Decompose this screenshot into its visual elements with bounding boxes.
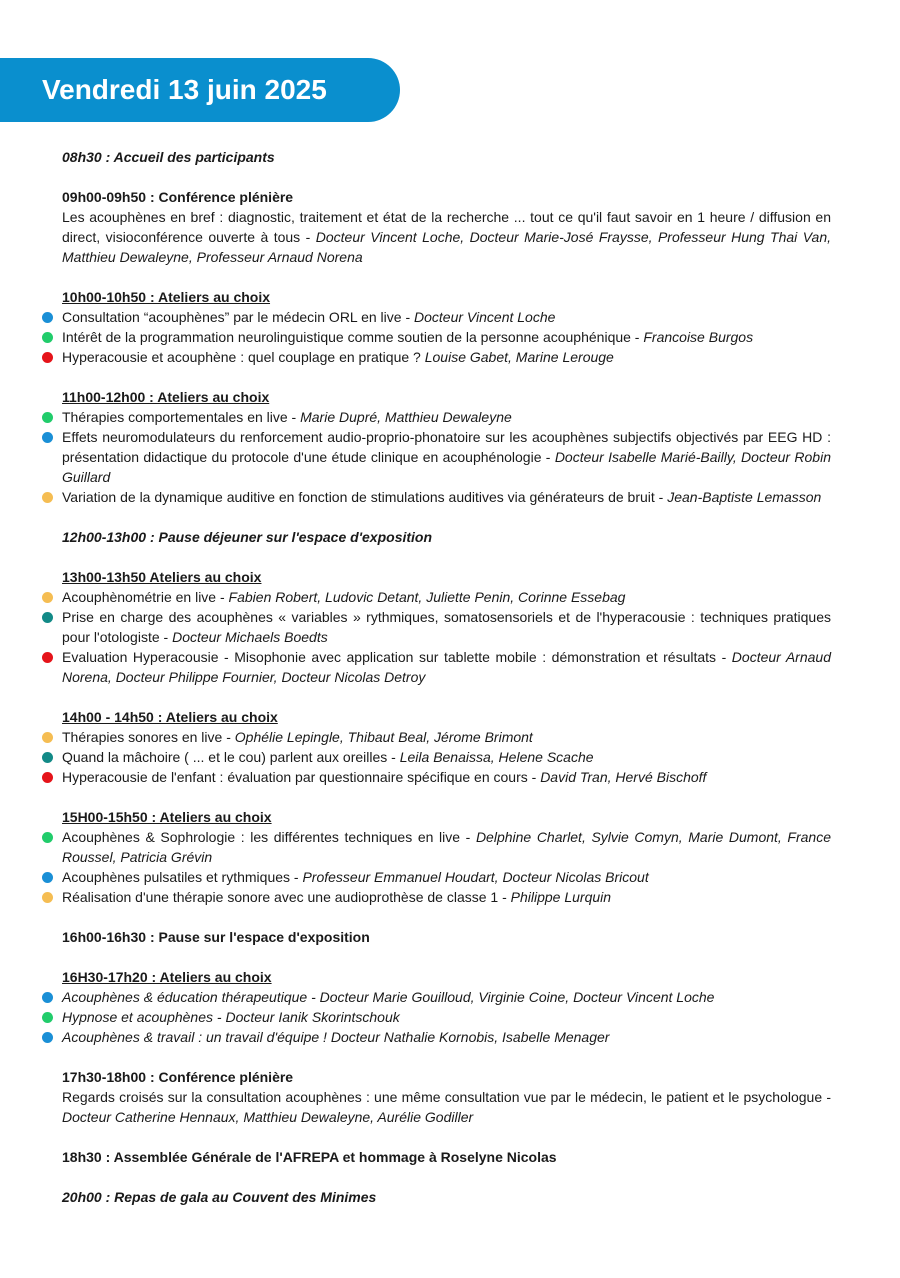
workshop-title: Thérapies comportementales en live - [62, 409, 301, 425]
schedule-section [62, 967, 831, 1047]
workshop-speakers: Leila Benaissa, Helene Scache [399, 749, 594, 765]
color-dot-red-icon [42, 772, 53, 783]
color-dot-green-icon [42, 412, 53, 423]
workshop-item [62, 587, 831, 607]
session-description-text: Les acouphènes en bref : diagnostic, traitement et état de la recherche ... tout ce qu'il faut savoir en 1 heure / diffusion en direct, visioconférence ouverte à tous - [62, 209, 831, 245]
color-dot-blue-icon [42, 992, 53, 1003]
workshop-title: Acouphènes pulsatiles et rythmiques - [62, 869, 303, 885]
program-schedule [62, 147, 831, 1207]
workshop-speakers: Jean-Baptiste Lemasson [667, 489, 822, 505]
workshop-item [62, 827, 831, 867]
schedule-section [62, 1067, 831, 1127]
workshop-speakers: Docteur Nathalie Kornobis, Isabelle Menager [330, 1029, 610, 1045]
color-dot-blue-icon [42, 1032, 53, 1043]
schedule-section [62, 187, 831, 267]
workshop-title: Acouphènes & travail : un travail d'équipe ! [62, 1029, 331, 1045]
date-banner [0, 58, 400, 122]
color-dot-yellow-icon [42, 492, 53, 503]
workshop-item [62, 607, 831, 647]
workshop-title: Prise en charge des acouphènes « variables » rythmiques, somatosensoriels et de l'hyperacousie : techniques pratiques pour l'otologiste - [62, 609, 831, 645]
workshop-speakers: Louise Gabet, Marine Lerouge [424, 349, 614, 365]
session-description [62, 1087, 831, 1127]
workshop-item [62, 407, 831, 427]
schedule-section [62, 527, 831, 547]
workshop-speakers: Fabien Robert, Ludovic Detant, Juliette Penin, Corinne Essebag [228, 589, 626, 605]
color-dot-red-icon [42, 352, 53, 363]
workshop-speakers: Docteur Arnaud Norena, Docteur Philippe Fournier, Docteur Nicolas Detroy [62, 649, 831, 685]
workshop-item [62, 767, 831, 787]
workshop-title: Hypnose et acouphènes - [62, 1009, 226, 1025]
workshop-title: Quand la mâchoire ( ... et le cou) parlent aux oreilles - [62, 749, 400, 765]
workshop-item [62, 867, 831, 887]
color-dot-blue-icon [42, 312, 53, 323]
session-time-heading: 18h30 : Assemblée Générale de l'AFREPA et hommage à Roselyne Nicolas [62, 1149, 557, 1165]
schedule-section [62, 1147, 831, 1167]
workshop-title: Hyperacousie de l'enfant : évaluation par questionnaire spécifique en cours - [62, 769, 541, 785]
workshop-speakers: Francoise Burgos [643, 329, 754, 345]
session-time-heading: 16h00-16h30 : Pause sur l'espace d'exposition [62, 929, 370, 945]
session-time-heading: 09h00-09h50 : Conférence plénière [62, 189, 294, 205]
color-dot-yellow-icon [42, 892, 53, 903]
workshop-title: Acouphènométrie en live - [62, 589, 229, 605]
schedule-section [62, 707, 831, 787]
session-time-heading: 13h00-13h50 Ateliers au choix [62, 569, 262, 585]
workshop-speakers: Docteur Marie Gouilloud, Virginie Coine, Docteur Vincent Loche [319, 989, 715, 1005]
workshop-title: Consultation “acouphènes” par le médecin ORL en live - [62, 309, 415, 325]
workshop-item [62, 1007, 831, 1027]
workshop-title: Variation de la dynamique auditive en fonction de stimulations auditives via générateurs de bruit - [62, 489, 668, 505]
workshop-speakers: Delphine Charlet, Sylvie Comyn, Marie Dumont, France Roussel, Patricia Grévin [62, 829, 831, 865]
session-time-heading: 08h30 : Accueil des participants [62, 149, 275, 165]
session-time-heading: 20h00 : Repas de gala au Couvent des Minimes [62, 1189, 377, 1205]
session-time-heading: 17h30-18h00 : Conférence plénière [62, 1069, 294, 1085]
workshop-speakers: Marie Dupré, Matthieu Dewaleyne [300, 409, 512, 425]
session-speakers: Docteur Vincent Loche, Docteur Marie-José Fraysse, Professeur Hung Thai Van, Matthieu Dewaleyne, Professeur Arnaud Norena [62, 229, 832, 265]
schedule-section [62, 387, 831, 507]
session-speakers: Docteur Catherine Hennaux, Matthieu Dewaleyne, Aurélie Godiller [62, 1109, 474, 1125]
workshop-title: Effets neuromodulateurs du renforcement audio-proprio-phonatoire sur les acouphènes subjectifs objectivés par EEG HD : présentation didactique du protocole d'une étude clinique en acouphénologie - [62, 429, 831, 465]
workshop-item [62, 487, 831, 507]
session-time-heading: 12h00-13h00 : Pause déjeuner sur l'espace d'exposition [62, 529, 433, 545]
workshop-item [62, 887, 831, 907]
workshop-item [62, 727, 831, 747]
workshop-title: Acouphènes & éducation thérapeutique - [62, 989, 320, 1005]
workshop-title: Evaluation Hyperacousie - Misophonie avec application sur tablette mobile : démonstration et résultats - [62, 649, 732, 665]
page-title: Vendredi 13 juin 2025 [42, 74, 327, 105]
workshop-item [62, 347, 831, 367]
session-time-heading: 14h00 - 14h50 : Ateliers au choix [62, 709, 278, 725]
schedule-section [62, 287, 831, 367]
workshop-item [62, 747, 831, 767]
color-dot-blue-icon [42, 872, 53, 883]
session-time-heading: 11h00-12h00 : Ateliers au choix [62, 389, 270, 405]
workshop-item [62, 647, 831, 687]
schedule-section [62, 147, 831, 167]
color-dot-green-icon [42, 332, 53, 343]
workshop-item [62, 987, 831, 1007]
color-dot-green-icon [42, 1012, 53, 1023]
workshop-item [62, 307, 831, 327]
workshop-title: Thérapies sonores en live - [62, 729, 235, 745]
workshop-speakers: Docteur Michaels Boedts [172, 629, 328, 645]
color-dot-teal-icon [42, 612, 53, 623]
schedule-section [62, 807, 831, 907]
workshop-speakers: Philippe Lurquin [510, 889, 612, 905]
color-dot-yellow-icon [42, 592, 53, 603]
color-dot-blue-icon [42, 432, 53, 443]
workshop-speakers: Professeur Emmanuel Houdart, Docteur Nicolas Bricout [302, 869, 649, 885]
color-dot-yellow-icon [42, 732, 53, 743]
workshop-speakers: Ophélie Lepingle, Thibaut Beal, Jérome Brimont [234, 729, 533, 745]
session-time-heading: 16H30-17h20 : Ateliers au choix [62, 969, 272, 985]
workshop-speakers: David Tran, Hervé Bischoff [540, 769, 707, 785]
workshop-title: Intérêt de la programmation neurolinguistique comme soutien de la personne acouphénique - [62, 329, 644, 345]
session-time-heading: 15H00-15h50 : Ateliers au choix [62, 809, 272, 825]
workshop-item [62, 427, 831, 487]
schedule-section [62, 567, 831, 687]
workshop-item [62, 327, 831, 347]
workshop-title: Réalisation d'une thérapie sonore avec une audioprothèse de classe 1 - [62, 889, 511, 905]
workshop-item [62, 1027, 831, 1047]
color-dot-red-icon [42, 652, 53, 663]
color-dot-teal-icon [42, 752, 53, 763]
schedule-section [62, 1187, 831, 1207]
workshop-title: Acouphènes & Sophrologie : les différentes techniques en live - [62, 829, 476, 845]
schedule-section [62, 927, 831, 947]
workshop-speakers: Docteur Isabelle Marié-Bailly, Docteur Robin Guillard [62, 449, 831, 485]
session-time-heading: 10h00-10h50 : Ateliers au choix [62, 289, 271, 305]
workshop-speakers: Docteur Ianik Skorintschouk [225, 1009, 400, 1025]
session-description [62, 207, 831, 267]
color-dot-green-icon [42, 832, 53, 843]
workshop-speakers: Docteur Vincent Loche [414, 309, 556, 325]
workshop-title: Hyperacousie et acouphène : quel couplage en pratique ? [62, 349, 425, 365]
session-description-text: Regards croisés sur la consultation acouphènes : une même consultation vue par le médecin, le patient et le psychologue - [62, 1089, 831, 1105]
